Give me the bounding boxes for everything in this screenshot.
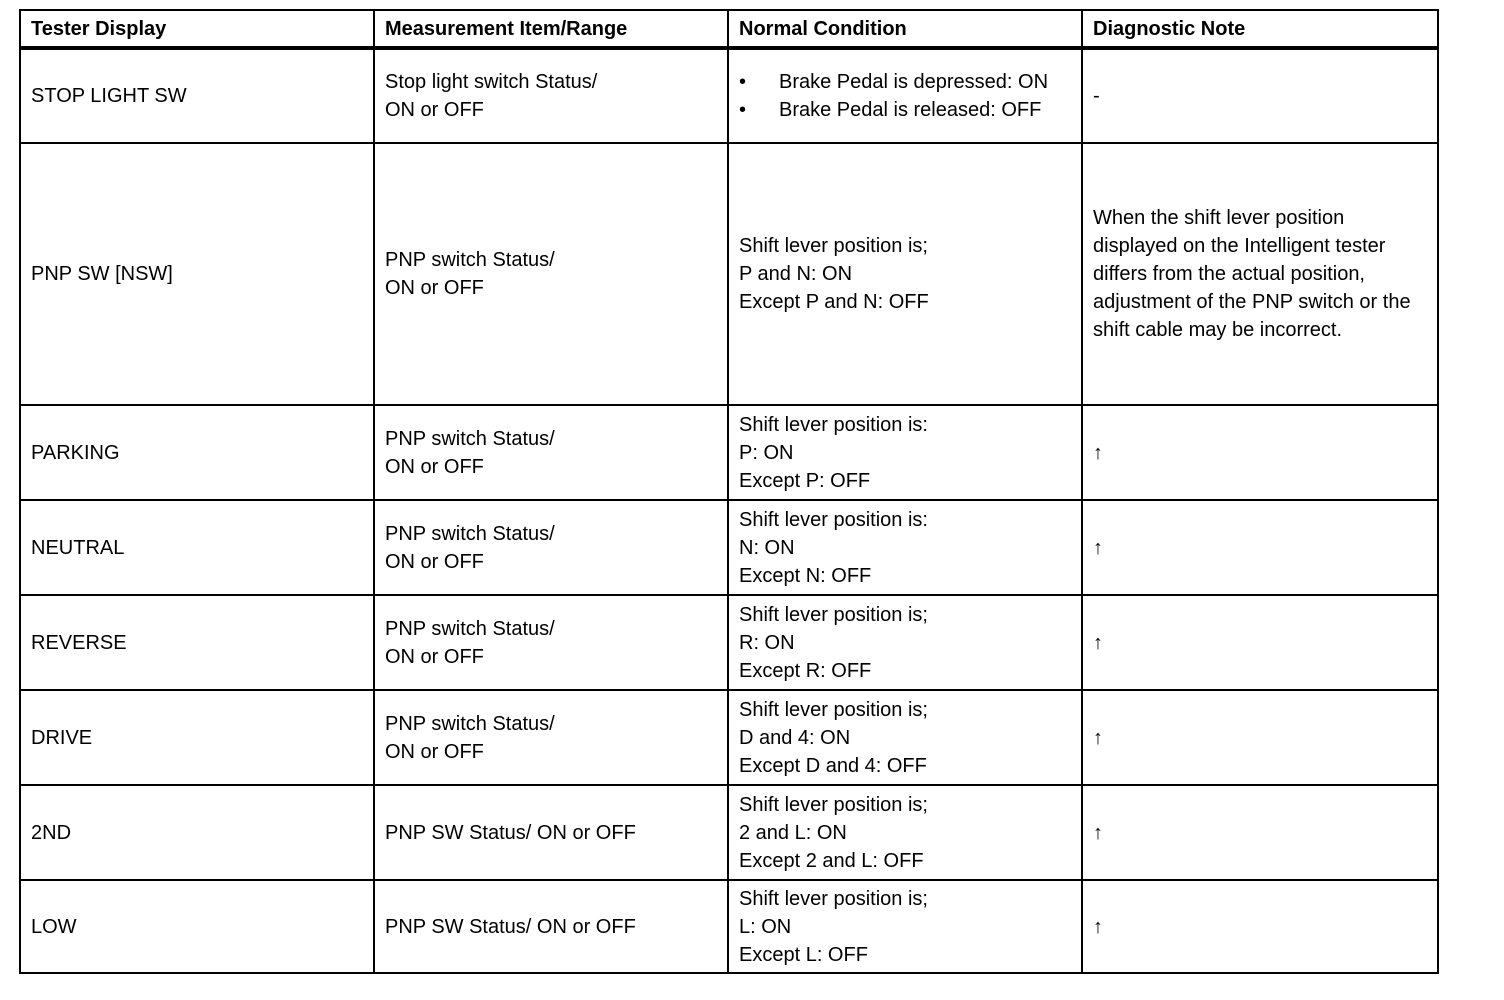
same-as-above-arrow: ↑ <box>1082 690 1438 785</box>
same-as-above-arrow: ↑ <box>1082 500 1438 595</box>
same-as-above-arrow: ↑ <box>1082 785 1438 880</box>
condition-line: Except D and 4: OFF <box>739 754 927 777</box>
measurement-line: PNP switch Status/ <box>385 617 555 640</box>
same-as-above-arrow: ↑ <box>1082 880 1438 973</box>
condition-line: P and N: ON <box>739 263 853 285</box>
measurement-line: PNP switch Status/ <box>385 712 555 735</box>
normal-condition-cell <box>728 143 1082 405</box>
normal-condition-cell <box>728 595 1082 690</box>
measurement-line: PNP switch Status/ <box>385 249 555 271</box>
diagnostic-data-table <box>19 9 1439 974</box>
normal-condition-cell <box>728 785 1082 880</box>
table-row <box>20 143 1438 405</box>
table-row <box>20 595 1438 690</box>
measurement-line: ON or OFF <box>385 740 484 763</box>
condition-line: Except 2 and L: OFF <box>739 849 924 872</box>
condition-line: Except R: OFF <box>739 659 872 682</box>
condition-line: Shift lever position is; <box>739 235 928 257</box>
normal-condition-cell <box>728 48 1082 143</box>
header-normal-condition: Normal Condition <box>728 10 1082 48</box>
tester-display-cell: DRIVE <box>20 690 374 785</box>
tester-display-cell: NEUTRAL <box>20 500 374 595</box>
tester-display-cell: 2ND <box>20 785 374 880</box>
condition-bullet-item <box>739 96 1071 124</box>
diagnostic-note-cell: When the shift lever position displayed on the Intelligent tester differs from the actual position, adjustment of the PNP switch or the shift cable may be incorrect. <box>1082 143 1438 405</box>
condition-line: Except L: OFF <box>739 943 868 966</box>
table-row <box>20 405 1438 500</box>
measurement-cell <box>374 405 728 500</box>
same-as-above-arrow: ↑ <box>1082 405 1438 500</box>
measurement-line: ON or OFF <box>385 550 484 573</box>
table-row <box>20 48 1438 143</box>
normal-condition-cell <box>728 690 1082 785</box>
measurement-line: PNP SW Status/ ON or OFF <box>385 821 636 844</box>
condition-line: N: ON <box>739 536 795 559</box>
measurement-line: ON or OFF <box>385 99 484 121</box>
measurement-cell <box>374 143 728 405</box>
measurement-line: Stop light switch Status/ <box>385 71 598 93</box>
table-header-row <box>20 10 1438 48</box>
tester-display-cell: STOP LIGHT SW <box>20 48 374 143</box>
normal-condition-cell <box>728 880 1082 973</box>
tester-display-cell: PNP SW [NSW] <box>20 143 374 405</box>
table-row <box>20 785 1438 880</box>
tester-display-cell: LOW <box>20 880 374 973</box>
condition-line: Shift lever position is: <box>739 413 928 436</box>
header-tester-display: Tester Display <box>20 10 374 48</box>
same-as-above-arrow: ↑ <box>1082 595 1438 690</box>
table-row <box>20 880 1438 973</box>
measurement-cell <box>374 48 728 143</box>
condition-line: Except P and N: OFF <box>739 291 929 313</box>
condition-line: Shift lever position is; <box>739 698 928 721</box>
measurement-line: ON or OFF <box>385 277 484 299</box>
condition-line: Shift lever position is: <box>739 508 928 531</box>
condition-bullet-text: Brake Pedal is depressed: ON <box>779 71 1049 93</box>
measurement-cell <box>374 690 728 785</box>
condition-line: Shift lever position is; <box>739 603 928 626</box>
condition-bullet-text: Brake Pedal is released: OFF <box>779 99 1042 121</box>
measurement-cell <box>374 880 728 973</box>
condition-line: D and 4: ON <box>739 726 851 749</box>
measurement-cell <box>374 500 728 595</box>
tester-display-cell: PARKING <box>20 405 374 500</box>
condition-line: 2 and L: ON <box>739 821 847 844</box>
measurement-line: ON or OFF <box>385 455 484 478</box>
bullet-marker: • <box>739 99 747 121</box>
measurement-cell <box>374 595 728 690</box>
condition-line: Shift lever position is; <box>739 793 928 816</box>
condition-bullet-item <box>739 68 1071 96</box>
diagnostic-note-cell: - <box>1082 48 1438 143</box>
table-row <box>20 690 1438 785</box>
condition-line: Shift lever position is; <box>739 887 928 910</box>
measurement-line: PNP SW Status/ ON or OFF <box>385 915 636 938</box>
measurement-line: PNP switch Status/ <box>385 427 555 450</box>
normal-condition-cell <box>728 405 1082 500</box>
measurement-line: PNP switch Status/ <box>385 522 555 545</box>
table-row <box>20 500 1438 595</box>
tester-display-cell: REVERSE <box>20 595 374 690</box>
measurement-line: ON or OFF <box>385 645 484 668</box>
condition-line: Except N: OFF <box>739 564 872 587</box>
header-measurement-item-range: Measurement Item/Range <box>374 10 728 48</box>
condition-line: R: ON <box>739 631 795 654</box>
normal-condition-cell <box>728 500 1082 595</box>
measurement-cell <box>374 785 728 880</box>
header-diagnostic-note: Diagnostic Note <box>1082 10 1438 48</box>
condition-line: Except P: OFF <box>739 469 871 492</box>
condition-line: L: ON <box>739 915 792 938</box>
condition-line: P: ON <box>739 441 794 464</box>
bullet-marker: • <box>739 71 747 93</box>
